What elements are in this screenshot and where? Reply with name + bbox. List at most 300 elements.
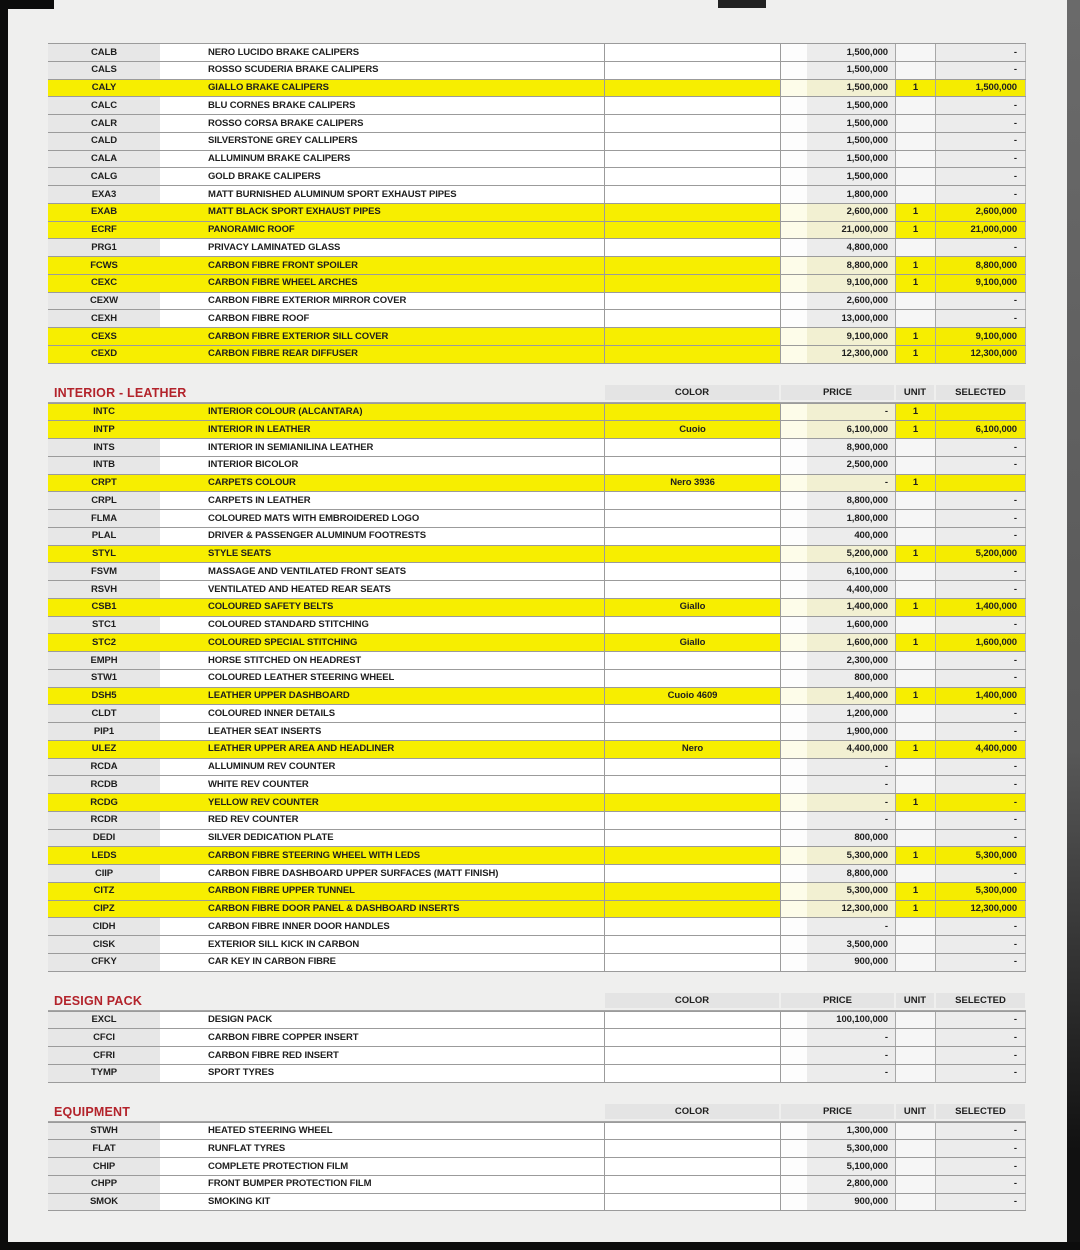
cell-selected: 4,400,000: [935, 741, 1026, 758]
table-row: [48, 310, 1026, 328]
table-row: [48, 168, 1026, 186]
cell-description: COLOURED SAFETY BELTS: [160, 599, 604, 616]
column-header-selected: SELECTED: [936, 1104, 1025, 1119]
cell-code: CITZ: [48, 883, 160, 900]
table-row: [48, 563, 1026, 581]
cell-color: [604, 204, 780, 221]
cell-description: GOLD BRAKE CALIPERS: [160, 168, 604, 185]
cell-selected: -: [935, 115, 1026, 132]
cell-unit: [895, 133, 935, 150]
cell-price: 8,800,000: [780, 257, 895, 274]
section: [48, 1103, 1026, 1212]
cell-description: NERO LUCIDO BRAKE CALIPERS: [160, 44, 604, 61]
cell-selected: [935, 404, 1026, 421]
cell-color: [604, 546, 780, 563]
cell-description: YELLOW REV COUNTER: [160, 794, 604, 811]
cell-price: -: [780, 475, 895, 492]
cell-code: SMOK: [48, 1194, 160, 1211]
cell-price: 1,400,000: [780, 688, 895, 705]
cell-description: SILVERSTONE GREY CALLIPERS: [160, 133, 604, 150]
cell-code: CALC: [48, 97, 160, 114]
cell-color: Giallo: [604, 599, 780, 616]
table-row: [48, 670, 1026, 688]
table-row: [48, 151, 1026, 169]
cell-description: COLOURED MATS WITH EMBROIDERED LOGO: [160, 510, 604, 527]
cell-unit: [895, 812, 935, 829]
cell-price: 8,900,000: [780, 439, 895, 456]
cell-code: STC1: [48, 617, 160, 634]
cell-unit: [895, 1029, 935, 1046]
cell-price: -: [780, 1065, 895, 1082]
table-row: [48, 723, 1026, 741]
cell-color: [604, 1123, 780, 1140]
table-row: [48, 492, 1026, 510]
cell-code: EXAB: [48, 204, 160, 221]
table-row: [48, 581, 1026, 599]
cell-price: 100,100,000: [780, 1012, 895, 1029]
cell-unit: [895, 1194, 935, 1211]
cell-selected: 1,500,000: [935, 80, 1026, 97]
cell-selected: -: [935, 723, 1026, 740]
photo-edge-bottom: [0, 1242, 1080, 1250]
cell-unit: [895, 1012, 935, 1029]
cell-selected: -: [935, 954, 1026, 971]
cell-description: CARBON FIBRE REAR DIFFUSER: [160, 346, 604, 363]
cell-selected: -: [935, 239, 1026, 256]
cell-code: DSH5: [48, 688, 160, 705]
cell-code: CFKY: [48, 954, 160, 971]
cell-selected: -: [935, 62, 1026, 79]
cell-description: SILVER DEDICATION PLATE: [160, 830, 604, 847]
cell-description: COLOURED INNER DETAILS: [160, 705, 604, 722]
cell-unit: [895, 1158, 935, 1175]
cell-selected: -: [935, 918, 1026, 935]
cell-price: 5,300,000: [780, 883, 895, 900]
cell-selected: -: [935, 1047, 1026, 1064]
cell-description: LEATHER SEAT INSERTS: [160, 723, 604, 740]
cell-unit: 1: [895, 901, 935, 918]
cell-selected: -: [935, 865, 1026, 882]
cell-selected: -: [935, 457, 1026, 474]
cell-selected: 12,300,000: [935, 901, 1026, 918]
cell-selected: 5,300,000: [935, 847, 1026, 864]
cell-color: [604, 847, 780, 864]
cell-color: [604, 936, 780, 953]
cell-unit: [895, 652, 935, 669]
cell-code: CEXC: [48, 275, 160, 292]
cell-description: GIALLO BRAKE CALIPERS: [160, 80, 604, 97]
cell-code: CRPL: [48, 492, 160, 509]
cell-code: CALA: [48, 151, 160, 168]
cell-color: [604, 239, 780, 256]
cell-code: STWH: [48, 1123, 160, 1140]
cell-color: [604, 759, 780, 776]
cell-selected: 2,600,000: [935, 204, 1026, 221]
cell-unit: [895, 239, 935, 256]
cell-price: 6,100,000: [780, 421, 895, 438]
cell-code: STC2: [48, 634, 160, 651]
cell-unit: 1: [895, 634, 935, 651]
cell-price: 1,500,000: [780, 115, 895, 132]
cell-code: STYL: [48, 546, 160, 563]
table-row: [48, 1140, 1026, 1158]
cell-selected: -: [935, 133, 1026, 150]
cell-description: INTERIOR IN LEATHER: [160, 421, 604, 438]
cell-description: CARBON FIBRE UPPER TUNNEL: [160, 883, 604, 900]
cell-unit: 1: [895, 794, 935, 811]
cell-color: [604, 510, 780, 527]
cell-unit: 1: [895, 404, 935, 421]
cell-unit: 1: [895, 222, 935, 239]
cell-color: [604, 439, 780, 456]
cell-color: [604, 954, 780, 971]
cell-selected: 12,300,000: [935, 346, 1026, 363]
cell-price: -: [780, 1047, 895, 1064]
cell-description: CARBON FIBRE STEERING WHEEL WITH LEDS: [160, 847, 604, 864]
cell-unit: [895, 723, 935, 740]
cell-price: 1,900,000: [780, 723, 895, 740]
cell-color: [604, 1158, 780, 1175]
cell-code: CALS: [48, 62, 160, 79]
cell-selected: 6,100,000: [935, 421, 1026, 438]
table-row: [48, 741, 1026, 759]
cell-selected: -: [935, 1158, 1026, 1175]
cell-price: 4,400,000: [780, 741, 895, 758]
cell-description: CAR KEY IN CARBON FIBRE: [160, 954, 604, 971]
cell-unit: [895, 1047, 935, 1064]
column-header-price: PRICE: [781, 385, 894, 400]
cell-unit: [895, 563, 935, 580]
table-row: [48, 1158, 1026, 1176]
cell-code: INTS: [48, 439, 160, 456]
cell-selected: -: [935, 492, 1026, 509]
cell-description: LEATHER UPPER AREA AND HEADLINER: [160, 741, 604, 758]
cell-selected: -: [935, 936, 1026, 953]
cell-description: CARBON FIBRE COPPER INSERT: [160, 1029, 604, 1046]
cell-description: MATT BLACK SPORT EXHAUST PIPES: [160, 204, 604, 221]
cell-code: CEXD: [48, 346, 160, 363]
cell-code: CISK: [48, 936, 160, 953]
column-header-unit: UNIT: [896, 1104, 934, 1119]
cell-unit: [895, 151, 935, 168]
cell-code: CFCI: [48, 1029, 160, 1046]
cell-color: [604, 457, 780, 474]
photo-edge-right: [1067, 0, 1080, 1250]
cell-description: CARBON FIBRE DOOR PANEL & DASHBOARD INSERTS: [160, 901, 604, 918]
cell-description: CARBON FIBRE WHEEL ARCHES: [160, 275, 604, 292]
cell-price: 1,200,000: [780, 705, 895, 722]
cell-color: Cuoio 4609: [604, 688, 780, 705]
cell-description: CARBON FIBRE EXTERIOR SILL COVER: [160, 328, 604, 345]
cell-code: FSVM: [48, 563, 160, 580]
table-row: [48, 918, 1026, 936]
cell-price: 12,300,000: [780, 901, 895, 918]
cell-color: [604, 670, 780, 687]
cell-price: 4,400,000: [780, 581, 895, 598]
cell-unit: [895, 44, 935, 61]
cell-color: [604, 528, 780, 545]
table-row: [48, 1123, 1026, 1141]
cell-color: [604, 151, 780, 168]
cell-selected: [935, 475, 1026, 492]
table-row: [48, 759, 1026, 777]
cell-code: TYMP: [48, 1065, 160, 1082]
table-row: [48, 954, 1026, 972]
cell-price: 5,300,000: [780, 847, 895, 864]
cell-description: CARBON FIBRE FRONT SPOILER: [160, 257, 604, 274]
table-row: [48, 62, 1026, 80]
cell-unit: [895, 936, 935, 953]
cell-unit: 1: [895, 421, 935, 438]
cell-selected: 9,100,000: [935, 328, 1026, 345]
cell-description: CARBON FIBRE ROOF: [160, 310, 604, 327]
cell-unit: [895, 510, 935, 527]
cell-selected: -: [935, 1029, 1026, 1046]
cell-code: EXA3: [48, 186, 160, 203]
cell-unit: [895, 918, 935, 935]
cell-description: HORSE STITCHED ON HEADREST: [160, 652, 604, 669]
cell-description: COLOURED LEATHER STEERING WHEEL: [160, 670, 604, 687]
cell-description: CARBON FIBRE EXTERIOR MIRROR COVER: [160, 293, 604, 310]
cell-unit: 1: [895, 475, 935, 492]
cell-selected: 8,800,000: [935, 257, 1026, 274]
cell-unit: [895, 670, 935, 687]
cell-unit: 1: [895, 328, 935, 345]
cell-selected: 1,400,000: [935, 599, 1026, 616]
section-header-row: [48, 992, 1026, 1011]
cell-code: STW1: [48, 670, 160, 687]
table-row: [48, 257, 1026, 275]
cell-code: CIDH: [48, 918, 160, 935]
cell-color: [604, 310, 780, 327]
cell-price: 1,500,000: [780, 97, 895, 114]
cell-price: 800,000: [780, 670, 895, 687]
cell-price: 400,000: [780, 528, 895, 545]
cell-selected: -: [935, 581, 1026, 598]
table-row: [48, 133, 1026, 151]
cell-selected: 1,600,000: [935, 634, 1026, 651]
table-row: [48, 652, 1026, 670]
cell-price: -: [780, 759, 895, 776]
table-row: [48, 404, 1026, 422]
cell-unit: 1: [895, 599, 935, 616]
table-row: [48, 510, 1026, 528]
cell-code: PIP1: [48, 723, 160, 740]
column-header-selected: SELECTED: [936, 993, 1025, 1008]
section-rows: [48, 403, 1026, 972]
cell-selected: -: [935, 563, 1026, 580]
cell-price: 21,000,000: [780, 222, 895, 239]
cell-description: DRIVER & PASSENGER ALUMINUM FOOTRESTS: [160, 528, 604, 545]
cell-unit: 1: [895, 257, 935, 274]
cell-description: SMOKING KIT: [160, 1194, 604, 1211]
section: [48, 384, 1026, 972]
cell-description: WHITE REV COUNTER: [160, 776, 604, 793]
cell-price: 5,300,000: [780, 1140, 895, 1157]
section: [48, 992, 1026, 1083]
cell-color: [604, 865, 780, 882]
cell-price: -: [780, 404, 895, 421]
cell-unit: [895, 310, 935, 327]
cell-unit: [895, 705, 935, 722]
table-row: [48, 1194, 1026, 1212]
cell-unit: 1: [895, 688, 935, 705]
cell-price: 8,800,000: [780, 492, 895, 509]
cell-description: MASSAGE AND VENTILATED FRONT SEATS: [160, 563, 604, 580]
column-header-unit: UNIT: [896, 385, 934, 400]
table-row: [48, 528, 1026, 546]
cell-color: [604, 1176, 780, 1193]
photo-edge-left: [0, 0, 8, 1250]
cell-price: 1,600,000: [780, 617, 895, 634]
cell-description: CARBON FIBRE RED INSERT: [160, 1047, 604, 1064]
cell-price: 5,200,000: [780, 546, 895, 563]
table-row: [48, 936, 1026, 954]
cell-color: [604, 44, 780, 61]
cell-price: 9,100,000: [780, 328, 895, 345]
cell-color: [604, 1194, 780, 1211]
cell-selected: -: [935, 830, 1026, 847]
section: [48, 43, 1026, 364]
cell-unit: [895, 617, 935, 634]
column-header-selected: SELECTED: [936, 385, 1025, 400]
cell-color: Giallo: [604, 634, 780, 651]
cell-description: FRONT BUMPER PROTECTION FILM: [160, 1176, 604, 1193]
cell-price: 2,500,000: [780, 457, 895, 474]
table-row: [48, 97, 1026, 115]
cell-description: INTERIOR COLOUR (ALCANTARA): [160, 404, 604, 421]
cell-price: 1,800,000: [780, 510, 895, 527]
cell-code: RCDB: [48, 776, 160, 793]
cell-unit: 1: [895, 847, 935, 864]
table-row: [48, 883, 1026, 901]
cell-unit: 1: [895, 346, 935, 363]
cell-unit: 1: [895, 80, 935, 97]
cell-description: EXTERIOR SILL KICK IN CARBON: [160, 936, 604, 953]
section-rows: [48, 43, 1026, 364]
cell-color: [604, 133, 780, 150]
cell-color: [604, 581, 780, 598]
cell-code: CALR: [48, 115, 160, 132]
cell-code: CEXS: [48, 328, 160, 345]
cell-unit: [895, 528, 935, 545]
cell-selected: -: [935, 44, 1026, 61]
cell-price: -: [780, 918, 895, 935]
table-row: [48, 1047, 1026, 1065]
cell-price: 1,500,000: [780, 151, 895, 168]
cell-description: HEATED STEERING WHEEL: [160, 1123, 604, 1140]
cell-description: COLOURED SPECIAL STITCHING: [160, 634, 604, 651]
cell-price: 1,500,000: [780, 62, 895, 79]
cell-unit: [895, 1176, 935, 1193]
cell-description: CARPETS IN LEATHER: [160, 492, 604, 509]
cell-price: 5,100,000: [780, 1158, 895, 1175]
cell-unit: [895, 457, 935, 474]
cell-code: INTC: [48, 404, 160, 421]
cell-description: ROSSO CORSA BRAKE CALIPERS: [160, 115, 604, 132]
section-rows: [48, 1122, 1026, 1212]
cell-code: LEDS: [48, 847, 160, 864]
cell-description: BLU CORNES BRAKE CALIPERS: [160, 97, 604, 114]
cell-code: CIIP: [48, 865, 160, 882]
cell-selected: 1,400,000: [935, 688, 1026, 705]
cell-selected: -: [935, 510, 1026, 527]
table-row: [48, 275, 1026, 293]
cell-color: [604, 186, 780, 203]
cell-price: 6,100,000: [780, 563, 895, 580]
cell-description: COMPLETE PROTECTION FILM: [160, 1158, 604, 1175]
cell-unit: 1: [895, 546, 935, 563]
cell-color: [604, 346, 780, 363]
cell-description: PANORAMIC ROOF: [160, 222, 604, 239]
cell-color: [604, 257, 780, 274]
table-row: [48, 634, 1026, 652]
table-row: [48, 439, 1026, 457]
cell-code: CALB: [48, 44, 160, 61]
cell-price: 2,600,000: [780, 293, 895, 310]
photo-edge-top-mark: [718, 0, 766, 8]
cell-unit: [895, 954, 935, 971]
cell-color: [604, 723, 780, 740]
cell-price: 800,000: [780, 830, 895, 847]
cell-unit: [895, 293, 935, 310]
section-title: INTERIOR - LEATHER: [54, 385, 187, 400]
cell-price: 1,300,000: [780, 1123, 895, 1140]
cell-color: [604, 222, 780, 239]
cell-selected: -: [935, 293, 1026, 310]
cell-description: PRIVACY LAMINATED GLASS: [160, 239, 604, 256]
cell-code: CEXH: [48, 310, 160, 327]
table-row: [48, 599, 1026, 617]
table-row: [48, 222, 1026, 240]
cell-description: INTERIOR BICOLOR: [160, 457, 604, 474]
column-header-price: PRICE: [781, 1104, 894, 1119]
cell-price: 1,500,000: [780, 168, 895, 185]
cell-selected: -: [935, 97, 1026, 114]
cell-color: [604, 883, 780, 900]
cell-description: CARBON FIBRE DASHBOARD UPPER SURFACES (MATT FINISH): [160, 865, 604, 882]
cell-code: EMPH: [48, 652, 160, 669]
cell-price: 2,600,000: [780, 204, 895, 221]
cell-unit: [895, 865, 935, 882]
cell-selected: 9,100,000: [935, 275, 1026, 292]
cell-price: 1,500,000: [780, 133, 895, 150]
cell-color: [604, 275, 780, 292]
section-title: DESIGN PACK: [54, 993, 143, 1008]
cell-code: ULEZ: [48, 741, 160, 758]
cell-color: [604, 705, 780, 722]
cell-price: 4,800,000: [780, 239, 895, 256]
cell-code: CALG: [48, 168, 160, 185]
column-header-color: COLOR: [605, 993, 779, 1008]
cell-code: PRG1: [48, 239, 160, 256]
section-header-row: [48, 384, 1026, 403]
cell-unit: 1: [895, 741, 935, 758]
cell-color: [604, 168, 780, 185]
cell-color: [604, 1012, 780, 1029]
cell-description: RUNFLAT TYRES: [160, 1140, 604, 1157]
table-row: [48, 346, 1026, 364]
cell-code: RCDR: [48, 812, 160, 829]
cell-selected: -: [935, 439, 1026, 456]
table-row: [48, 617, 1026, 635]
cell-code: DEDI: [48, 830, 160, 847]
column-header-color: COLOR: [605, 385, 779, 400]
table-row: [48, 204, 1026, 222]
cell-selected: -: [935, 1194, 1026, 1211]
column-header-color: COLOR: [605, 1104, 779, 1119]
cell-price: 8,800,000: [780, 865, 895, 882]
